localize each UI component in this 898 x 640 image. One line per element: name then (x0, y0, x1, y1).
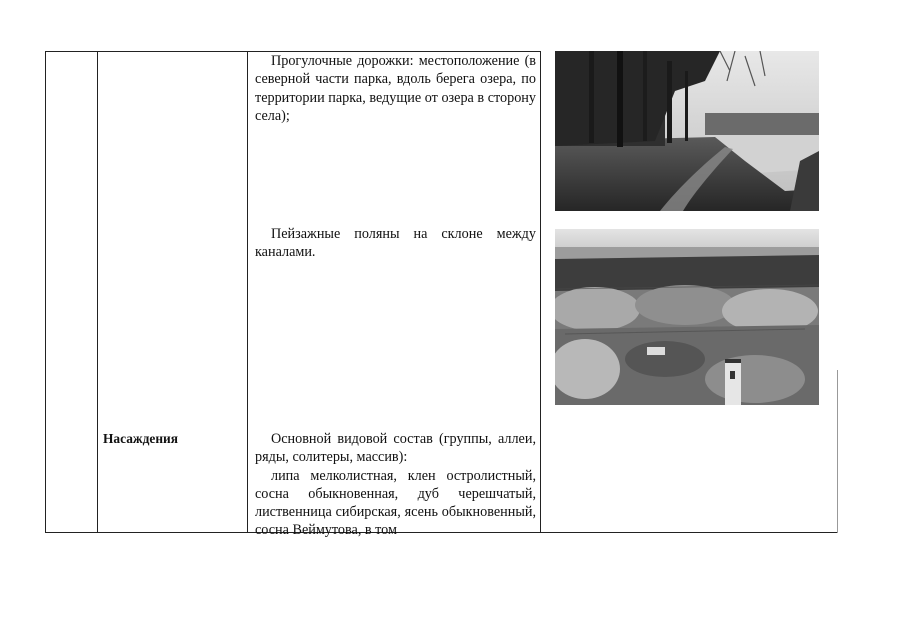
row-label-plantings: Насаждения (103, 431, 179, 446)
species-text: липа мелколистная, клен остролистный, сосна обыкновенная, дуб черешчатый, лиственница сибирская, ясень обыкновенный, сосна Веймутова, в том (255, 467, 536, 539)
table-column-divider-3 (540, 51, 541, 533)
composition-paragraph (255, 430, 536, 540)
table-column-divider-1 (97, 51, 98, 533)
walkway-photo (555, 51, 819, 211)
composition-text: Основной видовой состав (группы, аллеи, ряды, солитеры, массив): (255, 431, 536, 466)
aerial-park-photo (555, 229, 819, 405)
meadows-paragraph (255, 225, 536, 262)
walkways-paragraph (255, 52, 536, 125)
table-left-border (45, 51, 46, 533)
walkways-text: Прогулочные дорожки: местоположение (в северной части парка, вдоль берега озера, по территории парка, ведущие от озера в сторону села); (255, 53, 536, 124)
table-column-divider-2 (247, 51, 248, 533)
meadows-text: Пейзажные поляны на склоне между каналами. (255, 226, 536, 261)
table-right-border (837, 370, 838, 533)
